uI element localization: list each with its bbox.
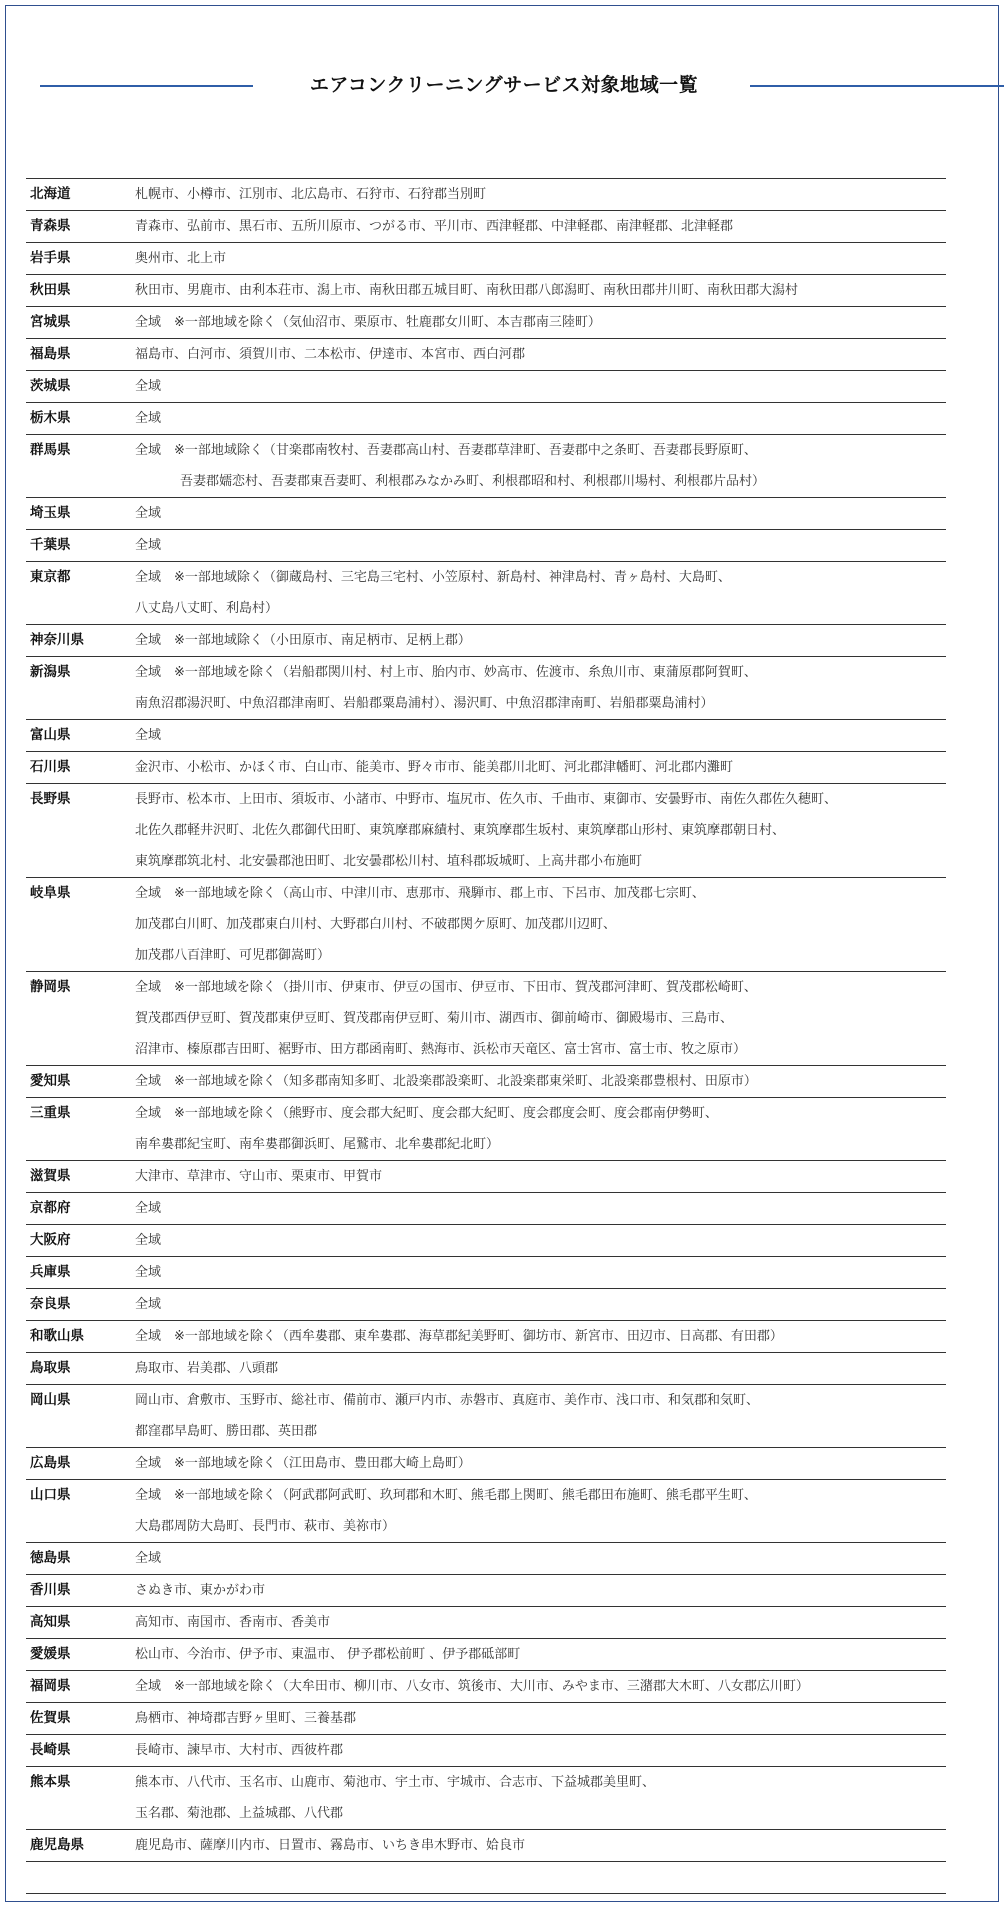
- service-areas: [135, 1671, 946, 1702]
- service-areas: [135, 371, 946, 402]
- table-row: [26, 211, 946, 243]
- table-row: [26, 498, 946, 530]
- service-areas: [135, 1066, 946, 1097]
- service-areas: [135, 1321, 946, 1352]
- prefecture-name: 東京都: [30, 569, 71, 585]
- table-row: [26, 403, 946, 435]
- area-line: 加茂郡八百津町、可児郡御嵩町）: [135, 948, 331, 963]
- prefecture-name: 石川県: [30, 759, 71, 775]
- service-areas: [135, 1225, 946, 1256]
- area-line: 賀茂郡西伊豆町、賀茂郡東伊豆町、賀茂郡南伊豆町、菊川市、湖西市、御前崎市、御殿場市、三島市、: [135, 1011, 734, 1026]
- area-line: 全域 ※一部地域を除く（岩船郡関川村、村上市、胎内市、妙高市、佐渡市、糸魚川市、東蒲原郡阿賀町、: [135, 665, 757, 680]
- table-row: [26, 1543, 946, 1575]
- prefecture-name: 奈良県: [30, 1296, 71, 1312]
- area-line: 長野市、松本市、上田市、須坂市、小諸市、中野市、塩尻市、佐久市、千曲市、東御市、安曇野市、南佐久郡佐久穂町、: [135, 792, 838, 807]
- table-row: [26, 371, 946, 403]
- prefecture-name: 京都府: [30, 1200, 71, 1216]
- service-areas: [135, 752, 946, 783]
- service-areas: [135, 530, 946, 561]
- service-areas: [135, 211, 946, 242]
- prefecture-name: 埼玉県: [30, 505, 71, 521]
- area-line: 玉名郡、菊池郡、上益城郡、八代郡: [135, 1806, 344, 1821]
- prefecture-name: 鹿児島県: [30, 1837, 84, 1853]
- area-line: 全域 ※一部地域を除く（西牟婁郡、東牟婁郡、海草郡紀美野町、御坊市、新宮市、田辺市、日高郡、有田郡）: [135, 1329, 783, 1344]
- table-row: [26, 1161, 946, 1193]
- service-areas: [135, 562, 946, 624]
- service-areas: [135, 1257, 946, 1288]
- service-areas: [135, 972, 946, 1065]
- table-row: [26, 1767, 946, 1830]
- service-areas: [135, 179, 946, 210]
- area-line: 大島郡周防大島町、長門市、萩市、美祢市）: [135, 1519, 396, 1534]
- area-line: 北佐久郡軽井沢町、北佐久郡御代田町、東筑摩郡麻績村、東筑摩郡生坂村、東筑摩郡山形村、東筑摩郡朝日村、: [135, 823, 786, 838]
- service-areas: [135, 1193, 946, 1224]
- prefecture-name: 栃木県: [30, 410, 71, 426]
- area-line: 鳥取市、岩美郡、八頭郡: [135, 1361, 279, 1376]
- prefecture-name: 茨城県: [30, 378, 71, 394]
- prefecture-name: 広島県: [30, 1455, 71, 1471]
- table-row: [26, 1385, 946, 1448]
- table-row: [26, 657, 946, 720]
- area-line: 全域 ※一部地域を除く（江田島市、豊田郡大崎上島町）: [135, 1456, 471, 1471]
- table-row: [26, 1575, 946, 1607]
- prefecture-name: 高知県: [30, 1614, 71, 1630]
- area-line: 全域 ※一部地域を除く（大牟田市、柳川市、八女市、筑後市、大川市、みやま市、三潴郡大木町、八女郡広川町）: [135, 1679, 809, 1694]
- prefecture-name: 北海道: [30, 186, 71, 202]
- service-areas: [135, 403, 946, 434]
- area-line: 全域 ※一部地域除く（小田原市、南足柄市、足柄上郡）: [135, 633, 471, 648]
- table-row: [26, 307, 946, 339]
- area-line: 大津市、草津市、守山市、栗東市、甲賀市: [135, 1169, 383, 1184]
- table-row: [26, 1607, 946, 1639]
- prefecture-name: 徳島県: [30, 1550, 71, 1566]
- service-area-table: [26, 178, 946, 1894]
- table-row: [26, 784, 946, 878]
- service-areas: [135, 1767, 946, 1829]
- prefecture-name: 岩手県: [30, 250, 71, 266]
- service-areas: [135, 1607, 946, 1638]
- service-areas: [135, 339, 946, 370]
- prefecture-name: 富山県: [30, 727, 71, 743]
- service-areas: [135, 1735, 946, 1766]
- prefecture-name: 福島県: [30, 346, 71, 362]
- table-row: [26, 625, 946, 657]
- service-areas: [135, 498, 946, 529]
- table-row: [26, 1321, 946, 1353]
- title-rule-right: [750, 85, 1004, 87]
- prefecture-name: 兵庫県: [30, 1264, 71, 1280]
- area-line: 奥州市、北上市: [135, 251, 227, 266]
- area-line: 福島市、白河市、須賀川市、二本松市、伊達市、本宮市、西白河郡: [135, 347, 526, 362]
- table-row: [26, 435, 946, 498]
- table-row: [26, 1480, 946, 1543]
- service-areas: [135, 243, 946, 274]
- prefecture-name: 岡山県: [30, 1392, 71, 1408]
- service-areas: [135, 720, 946, 751]
- area-line: 都窪郡早島町、勝田郡、英田郡: [135, 1424, 318, 1439]
- table-row: [26, 1257, 946, 1289]
- prefecture-name: 秋田県: [30, 282, 71, 298]
- area-line: 全域: [135, 1265, 162, 1280]
- area-line: 加茂郡白川町、加茂郡東白川村、大野郡白川村、不破郡関ケ原町、加茂郡川辺町、: [135, 917, 617, 932]
- prefecture-name: 神奈川県: [30, 632, 84, 648]
- area-line: 南魚沼郡湯沢町、中魚沼郡津南町、岩船郡粟島浦村）、湯沢町、中魚沼郡津南町、岩船郡粟島浦村）: [135, 696, 714, 711]
- area-line: 全域: [135, 1201, 162, 1216]
- area-line: 全域 ※一部地域を除く（阿武郡阿武町、玖珂郡和木町、熊毛郡上関町、熊毛郡田布施町、熊毛郡平生町、: [135, 1488, 757, 1503]
- title-rule-left: [40, 85, 253, 87]
- table-row: [26, 1735, 946, 1767]
- table-row: [26, 1703, 946, 1735]
- prefecture-name: 大阪府: [30, 1232, 71, 1248]
- prefecture-name: 岐阜県: [30, 885, 71, 901]
- table-row: [26, 1066, 946, 1098]
- prefecture-name: 三重県: [30, 1105, 71, 1121]
- page-frame: [5, 5, 999, 1902]
- service-areas: [135, 435, 946, 497]
- service-areas: [135, 1480, 946, 1542]
- area-line: 全域: [135, 1551, 162, 1566]
- prefecture-name: 千葉県: [30, 537, 71, 553]
- area-line: 全域: [135, 411, 162, 426]
- prefecture-name: 鳥取県: [30, 1360, 71, 1376]
- service-areas: [135, 1830, 946, 1861]
- table-row: [26, 1225, 946, 1257]
- area-line: 全域 ※一部地域を除く（熊野市、度会郡大紀町、度会郡大紀町、度会郡度会町、度会郡南伊勢町、: [135, 1106, 718, 1121]
- area-line: 八丈島八丈町、利島村）: [135, 601, 279, 616]
- area-line: 沼津市、榛原郡吉田町、裾野市、田方郡函南町、熱海市、浜松市天竜区、富士宮市、富士市、牧之原市）: [135, 1042, 747, 1057]
- table-row: [26, 1448, 946, 1480]
- prefecture-name: 静岡県: [30, 979, 71, 995]
- service-areas: [135, 307, 946, 338]
- area-line: 札幌市、小樽市、江別市、北広島市、石狩市、石狩郡当別町: [135, 187, 487, 202]
- prefecture-name: 佐賀県: [30, 1710, 71, 1726]
- table-row: [26, 1289, 946, 1321]
- empty-row: [26, 1862, 946, 1894]
- table-row: [26, 1193, 946, 1225]
- service-areas: [135, 275, 946, 306]
- area-line: 高知市、南国市、香南市、香美市: [135, 1615, 331, 1630]
- service-areas: [135, 1353, 946, 1384]
- area-line: 熊本市、八代市、玉名市、山鹿市、菊池市、宇土市、宇城市、合志市、下益城郡美里町、: [135, 1775, 656, 1790]
- prefecture-name: 福岡県: [30, 1678, 71, 1694]
- table-row: [26, 878, 946, 972]
- service-areas: [135, 1098, 946, 1160]
- area-line: 東筑摩郡筑北村、北安曇郡池田町、北安曇郡松川村、埴科郡坂城町、上高井郡小布施町: [135, 854, 643, 869]
- area-line: さぬき市、東かがわ市: [135, 1583, 266, 1598]
- area-line: 岡山市、倉敷市、玉野市、総社市、備前市、瀬戸内市、赤磐市、真庭市、美作市、浅口市、和気郡和気町、: [135, 1393, 760, 1408]
- service-areas: [135, 1385, 946, 1447]
- area-line: 松山市、今治市、伊予市、東温市、 伊予郡松前町 、伊予郡砥部町: [135, 1647, 521, 1662]
- area-line: 全域 ※一部地域を除く（掛川市、伊東市、伊豆の国市、伊豆市、下田市、賀茂郡河津町、賀茂郡松崎町、: [135, 980, 757, 995]
- table-row: [26, 275, 946, 307]
- service-areas: [135, 625, 946, 656]
- area-line: 鹿児島市、薩摩川内市、日置市、霧島市、いちき串木野市、姶良市: [135, 1838, 526, 1853]
- table-row: [26, 562, 946, 625]
- prefecture-name: 新潟県: [30, 664, 71, 680]
- title-row: [34, 70, 984, 100]
- area-line: 全域: [135, 728, 162, 743]
- area-line: 全域 ※一部地域除く（甘楽郡南牧村、吾妻郡高山村、吾妻郡草津町、吾妻郡中之条町、吾妻郡長野原町、: [135, 443, 757, 458]
- area-line: 金沢市、小松市、かほく市、白山市、能美市、野々市市、能美郡川北町、河北郡津幡町、河北郡内灘町: [135, 760, 734, 775]
- table-row: [26, 1098, 946, 1161]
- area-line: 全域 ※一部地域除く（御蔵島村、三宅島三宅村、小笠原村、新島村、神津島村、青ヶ島村、大島町、: [135, 570, 731, 585]
- prefecture-name: 群馬県: [30, 442, 71, 458]
- area-line: 南牟婁郡紀宝町、南牟婁郡御浜町、尾鷲市、北牟婁郡紀北町）: [135, 1137, 500, 1152]
- prefecture-name: 青森県: [30, 218, 71, 234]
- service-areas: [135, 878, 946, 971]
- area-line: 全域: [135, 538, 162, 553]
- service-areas: [135, 657, 946, 719]
- service-areas: [135, 1289, 946, 1320]
- area-line: 青森市、弘前市、黒石市、五所川原市、つがる市、平川市、西津軽郡、中津軽郡、南津軽郡、北津軽郡: [135, 219, 734, 234]
- service-areas: [135, 1703, 946, 1734]
- table-row: [26, 1353, 946, 1385]
- prefecture-name: 愛知県: [30, 1073, 71, 1089]
- area-line: 全域 ※一部地域を除く（知多郡南知多町、北設楽郡設楽町、北設楽郡東栄町、北設楽郡豊根村、田原市）: [135, 1074, 757, 1089]
- service-areas: [135, 1575, 946, 1606]
- service-areas: [135, 784, 946, 877]
- area-line: 全域: [135, 506, 162, 521]
- area-line: 全域 ※一部地域を除く（気仙沼市、栗原市、牡鹿郡女川町、本吉郡南三陸町）: [135, 315, 601, 330]
- area-line: 全域: [135, 379, 162, 394]
- prefecture-name: 香川県: [30, 1582, 71, 1598]
- prefecture-name: 長野県: [30, 791, 71, 807]
- prefecture-name: 山口県: [30, 1487, 71, 1503]
- prefecture-name: 長崎県: [30, 1742, 71, 1758]
- area-line: 全域: [135, 1297, 162, 1312]
- area-line: 秋田市、男鹿市、由利本荘市、潟上市、南秋田郡五城目町、南秋田郡八郎潟町、南秋田郡井川町、南秋田郡大潟村: [135, 283, 799, 298]
- table-row: [26, 720, 946, 752]
- table-row: [26, 530, 946, 562]
- table-row: [26, 1830, 946, 1862]
- prefecture-name: 和歌山県: [30, 1328, 84, 1344]
- prefecture-name: 宮城県: [30, 314, 71, 330]
- table-row: [26, 752, 946, 784]
- area-line: 全域: [135, 1233, 162, 1248]
- service-areas: [135, 1161, 946, 1192]
- table-row: [26, 339, 946, 371]
- prefecture-name: 熊本県: [30, 1774, 71, 1790]
- table-row: [26, 1671, 946, 1703]
- service-areas: [135, 1543, 946, 1574]
- prefecture-name: 滋賀県: [30, 1168, 71, 1184]
- table-row: [26, 972, 946, 1066]
- table-row: [26, 1639, 946, 1671]
- area-line: 吾妻郡嬬恋村、吾妻郡東吾妻町、利根郡みなかみ町、利根郡昭和村、利根郡川場村、利根郡片品村）: [180, 474, 766, 489]
- table-row: [26, 243, 946, 275]
- area-line: 鳥栖市、神埼郡吉野ヶ里町、三養基郡: [135, 1711, 357, 1726]
- table-row: [26, 179, 946, 211]
- service-areas: [135, 1448, 946, 1479]
- page-title: エアコンクリーニングサービス対象地域一覧: [309, 74, 699, 96]
- prefecture-name: 愛媛県: [30, 1646, 71, 1662]
- area-line: 長崎市、諫早市、大村市、西彼杵郡: [135, 1743, 344, 1758]
- area-line: 全域 ※一部地域を除く（高山市、中津川市、恵那市、飛騨市、郡上市、下呂市、加茂郡七宗町、: [135, 886, 705, 901]
- service-areas: [135, 1639, 946, 1670]
